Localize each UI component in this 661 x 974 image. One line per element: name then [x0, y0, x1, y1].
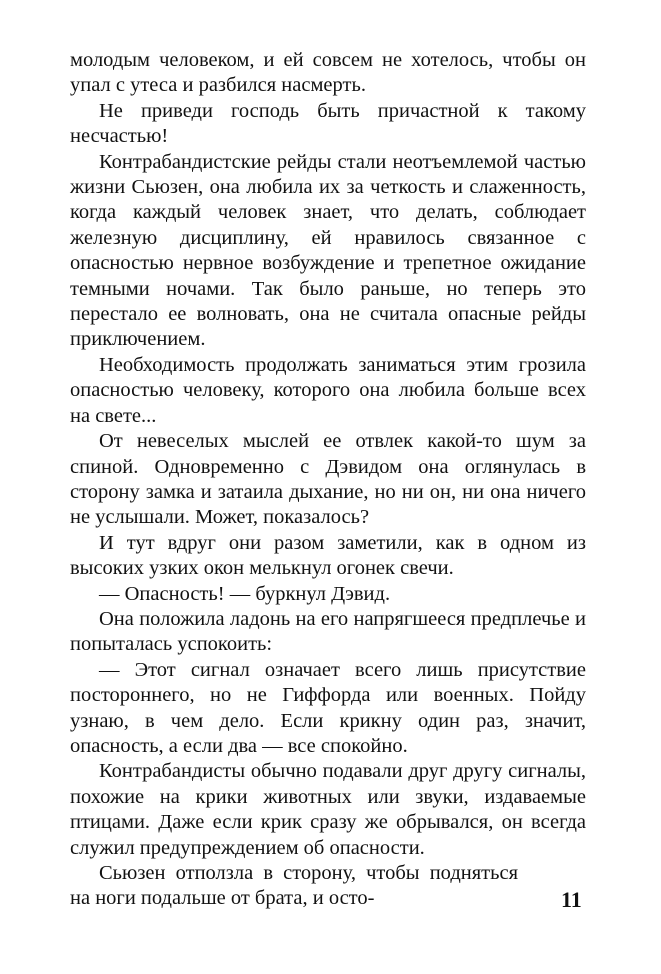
- paragraph-4: Необходимость продолжать заниматься этим грозила опасностью человеку, которого она любила больше всех на свете...: [70, 353, 586, 427]
- paragraph-7: — Опасность! — буркнул Дэвид.: [99, 582, 391, 605]
- page-number: 11: [561, 887, 582, 912]
- paragraph-3: Контрабандистские рейды стали неотъемлемой частью жизни Сьюзен, она любила их за четкость и слаженность, когда каждый человек знает, что делать, соблюдает железную дисциплину, ей нравилось связанное с опасностью нервное возбуждение и трепетное ожидание темными ночами. Так было раньше, но теперь это перестало ее волновать, она не считала опасные рейды приключением.: [70, 150, 586, 351]
- paragraph-8: Она положила ладонь на его напрягшееся предплечье и попыталась успокоить:: [70, 607, 586, 656]
- paragraph-6: И тут вдруг они разом заметили, как в одном из высоких узких окон мелькнул огонек свечи.: [70, 531, 586, 580]
- paragraph-9: — Этот сигнал означает всего лишь присутствие постороннего, но не Гиффорда или военных. Пойду узнаю, в чем дело. Если крикну один раз, значит, опасность, а если два — все спокойно.: [70, 658, 586, 757]
- paragraph-2: Не приведи господь быть причастной к такому несчастью!: [70, 99, 586, 148]
- paragraph-5: От невеселых мыслей ее отвлек какой-то шум за спиной. Одновременно с Дэвидом она оглянулась в сторону замка и затаила дыхание, но ни он, ни она ничего не услышали. Может, показалось?: [70, 430, 586, 529]
- paragraph-10: Контрабандисты обычно подавали друг другу сигналы, похожие на крики животных или звуки, издаваемые птицами. Даже если крик сразу же обрывался, он всегда служил предупреждением об опасности.: [70, 760, 586, 859]
- paragraph-1: молодым человеком, и ей совсем не хотелось, чтобы он упал с утеса и разбился насмерть.: [70, 49, 586, 97]
- paragraph-11: Сьюзен отползла в сторону, чтобы подняться на ноги подальше от брата, и осто-: [70, 862, 518, 910]
- page-text: [70, 48, 586, 912]
